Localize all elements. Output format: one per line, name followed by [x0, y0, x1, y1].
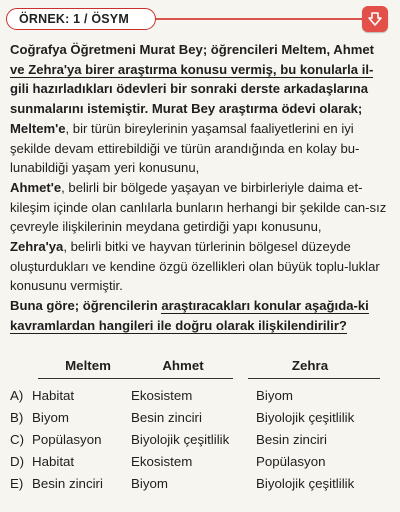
cell-meltem: Habitat	[32, 388, 75, 403]
option-label: B)	[10, 410, 24, 425]
ahmet-text: , belirli bir bölgede yaşayan ve birbirleriyle daima et-kileşim içinde olan canlılarla bunların herhangi bir şekilde can-sız çevreyle ilişkilerinin meydana getirdiği yapı konusunu,	[10, 179, 387, 235]
header-zehra-rule	[248, 378, 380, 379]
arrow-down-icon	[367, 11, 383, 27]
intro-part-2: ve Zehra'ya birer araştırma konusu vermiş, bu konularla il-	[10, 61, 374, 77]
option-e[interactable]	[10, 476, 392, 498]
cell-meltem: Habitat	[32, 454, 75, 469]
cell-ahmet: Biyolojik çeşitlilik	[131, 432, 230, 447]
zehra-name: Zehra'ya	[10, 239, 64, 255]
meltem-name: Meltem'e	[10, 120, 66, 136]
question-header	[0, 0, 400, 38]
cell-ahmet: Ekosistem	[131, 388, 193, 403]
prompt-part-1: Buna göre; öğrencilerin	[10, 298, 162, 314]
cell-ahmet: Ekosistem	[131, 454, 193, 469]
cell-zehra: Biyolojik çeşitlilik	[256, 410, 355, 425]
cell-zehra: Besin zinciri	[256, 432, 327, 447]
header-zehra: Zehra	[291, 358, 329, 373]
cell-zehra: Biyom	[256, 388, 293, 403]
option-a[interactable]	[10, 388, 392, 410]
badge-text: ÖRNEK: 1 / ÖSYM	[19, 12, 129, 26]
cell-meltem: Popülasyon	[32, 432, 102, 447]
option-d[interactable]	[10, 454, 392, 476]
header-meltem-rule	[38, 378, 138, 379]
question-intro	[10, 40, 392, 119]
cell-meltem: Besin zinciri	[32, 476, 103, 491]
cell-ahmet: Biyom	[131, 476, 168, 491]
option-label: C)	[10, 432, 25, 447]
intro-part-3: gili hazırladıkları ödevleri bir sonraki derste arkadaşlarına sunmalarını istemiştir. Murat Bey araştırma ödevi olarak;	[10, 81, 369, 117]
header-ahmet-rule	[133, 378, 233, 379]
cell-meltem: Biyom	[32, 410, 69, 425]
zehra-text: , belirli bitki ve hayvan türlerinin bölgesel düzeyde oluşturdukları ve kendine özgü özellikleri olan büyük toplu-luklar konusunu vermiştir.	[10, 239, 380, 294]
cell-ahmet: Besin zinciri	[131, 410, 202, 425]
option-label: A)	[10, 388, 24, 403]
cell-zehra: Biyolojik çeşitlilik	[256, 476, 355, 491]
header-divider	[156, 18, 362, 20]
ahmet-name: Ahmet'e	[10, 179, 62, 195]
zehra-paragraph	[10, 237, 392, 296]
meltem-text: , bir türün bireylerinin yaşamsal faaliyetlerini en iyi şekilde devam ettirebildiği ve türün arandığında en kolay bu-lunabildiği yaşam yeri konusunu,	[10, 120, 360, 176]
option-label: D)	[10, 454, 25, 469]
question-prompt	[10, 296, 392, 335]
meltem-paragraph	[10, 119, 392, 178]
question-body	[10, 40, 392, 336]
intro-part-1: Coğrafya Öğretmeni Murat Bey; öğrencileri Meltem, Ahmet	[10, 42, 375, 57]
header-ahmet: Ahmet	[162, 358, 204, 373]
option-c[interactable]	[10, 432, 392, 454]
ahmet-paragraph	[10, 178, 392, 237]
header-meltem: Meltem	[65, 358, 111, 373]
example-badge	[6, 8, 156, 30]
download-arrow-icon[interactable]	[362, 6, 388, 32]
prompt-part-2: araştıracakları konular aşağıda-ki kavramlardan hangileri ile doğru olarak ilişkilendirilir?	[10, 298, 369, 333]
option-label: E)	[10, 476, 24, 491]
cell-zehra: Popülasyon	[256, 454, 326, 469]
option-b[interactable]	[10, 410, 392, 432]
